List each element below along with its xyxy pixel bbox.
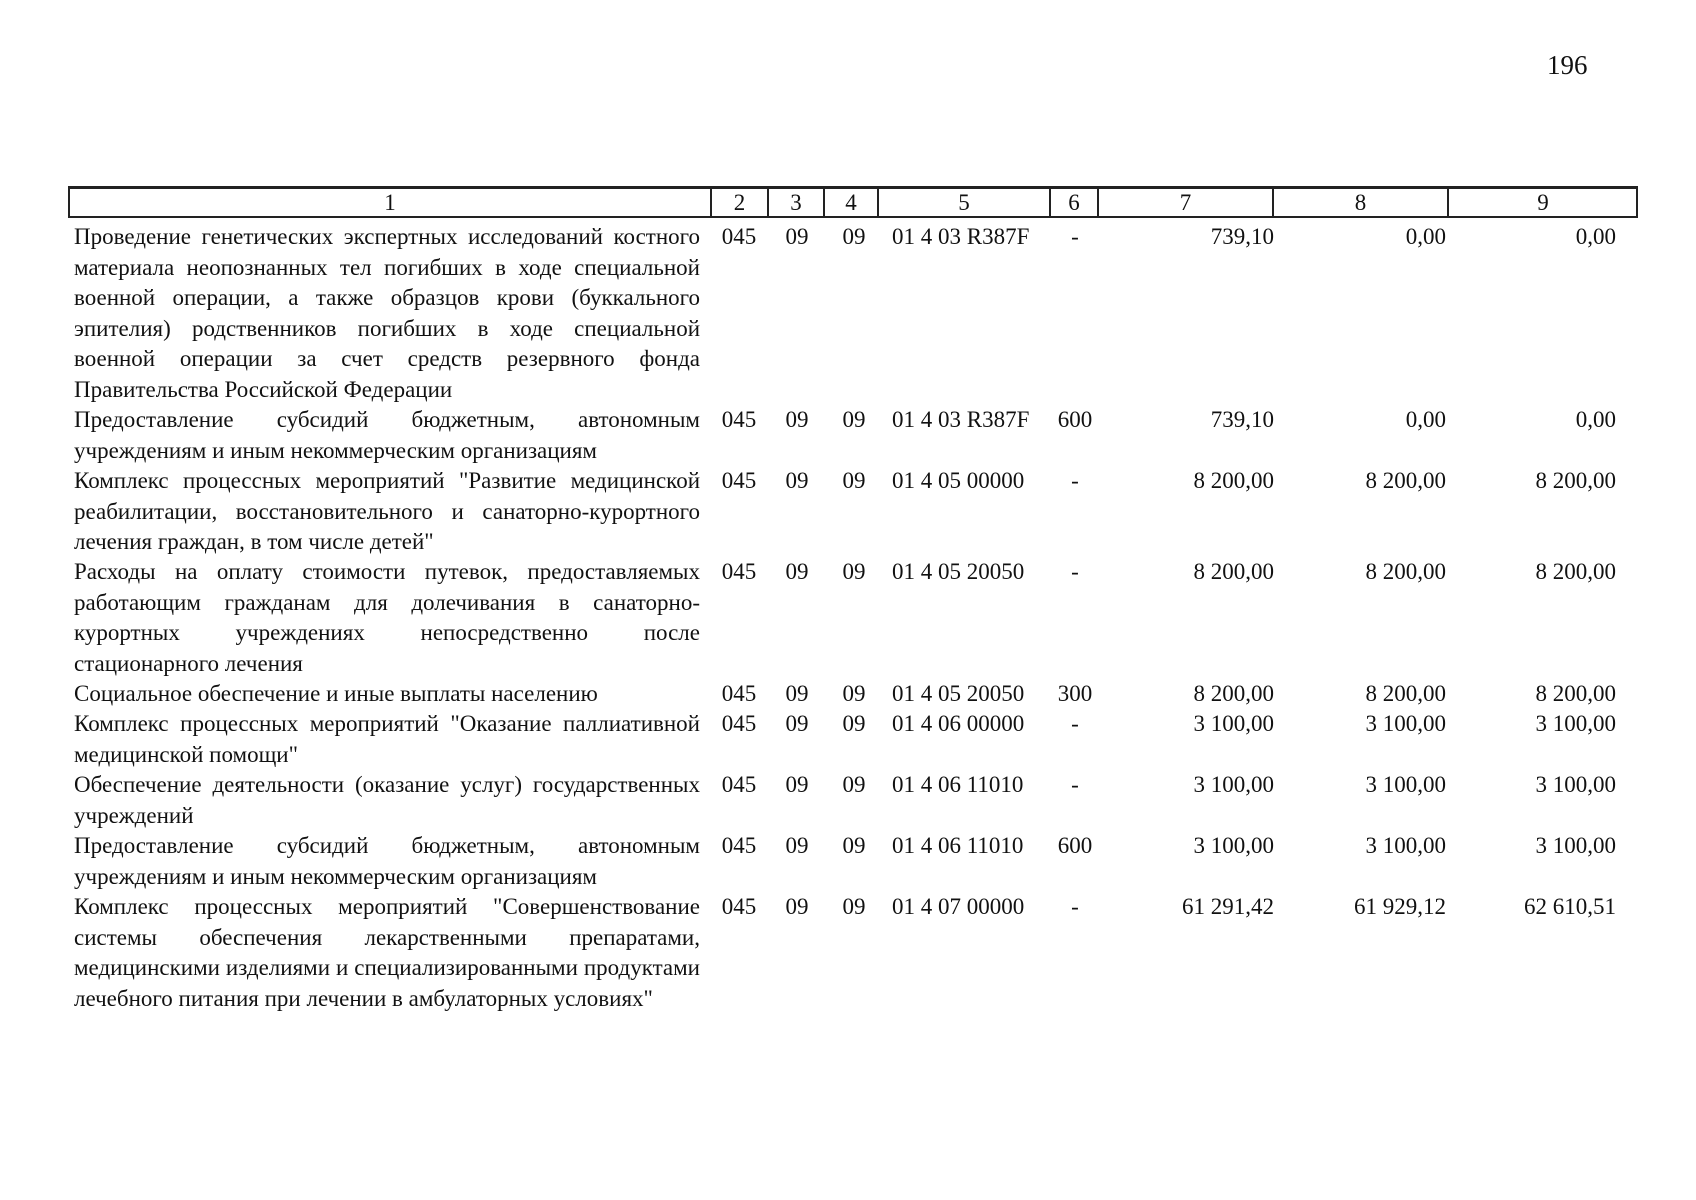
row-col-2: 045 — [721, 833, 757, 858]
row-col-3: 09 — [785, 894, 809, 919]
row-col-6: - — [1071, 711, 1079, 736]
row-col-9: 3 100,00 — [1535, 772, 1616, 797]
row-col-2: 045 — [721, 681, 757, 706]
row-description: Комплекс процессных мероприятий "Совершенствование системы обеспечения лекарственными препаратами, медицинскими изделиями и специализированными продуктами лечебного питания при лечении в амбулаторных условиях" — [74, 894, 700, 1011]
row-col-6: 300 — [1057, 681, 1093, 706]
row-col-2: 045 — [721, 224, 757, 249]
row-description: Расходы на оплату стоимости путевок, предоставляемых работающим гражданам для долечивания в санаторно-курортных учреждениях непосредственно после стационарного лечения — [74, 559, 700, 676]
page-number: 196 — [1547, 50, 1588, 80]
header-col-2: 2 — [710, 189, 767, 216]
row-col-8: 61 929,12 — [1354, 894, 1446, 919]
row-col-9: 0,00 — [1575, 407, 1616, 432]
row-col-5: 01 4 06 11010 — [892, 833, 1024, 858]
row-col-6: - — [1071, 894, 1079, 919]
row-col-4: 09 — [842, 559, 866, 584]
row-col-7: 3 100,00 — [1193, 711, 1274, 736]
row-col-4: 09 — [842, 224, 866, 249]
row-col-3: 09 — [785, 772, 809, 797]
header-col-4: 4 — [823, 189, 877, 216]
row-col-2: 045 — [721, 559, 757, 584]
row-col-4: 09 — [842, 833, 866, 858]
row-col-3: 09 — [785, 559, 809, 584]
row-col-7: 8 200,00 — [1193, 468, 1274, 493]
row-col-4: 09 — [842, 468, 866, 493]
row-col-3: 09 — [785, 468, 809, 493]
row-col-3: 09 — [785, 833, 809, 858]
row-col-4: 09 — [842, 407, 866, 432]
row-col-7: 3 100,00 — [1193, 833, 1274, 858]
row-col-3: 09 — [785, 711, 809, 736]
row-col-9: 62 610,51 — [1524, 894, 1616, 919]
row-col-5: 01 4 03 R387F — [892, 407, 1030, 432]
row-col-4: 09 — [842, 711, 866, 736]
header-col-5: 5 — [877, 189, 1049, 216]
row-col-5: 01 4 05 00000 — [892, 468, 1025, 493]
row-col-5: 01 4 06 11010 — [892, 772, 1024, 797]
row-col-8: 0,00 — [1405, 407, 1446, 432]
row-description: Предоставление субсидий бюджетным, автономным учреждениям и иным некоммерческим организациям — [74, 407, 700, 463]
row-col-6: - — [1071, 559, 1079, 584]
row-col-9: 8 200,00 — [1535, 681, 1616, 706]
row-col-5: 01 4 03 R387F — [892, 224, 1030, 249]
row-col-8: 8 200,00 — [1365, 468, 1446, 493]
row-col-5: 01 4 07 00000 — [892, 894, 1025, 919]
row-description: Проведение генетических экспертных исследований костного материала неопознанных тел погибших в ходе специальной военной операции, а также образцов крови (буккального эпителия) родственников погибших в ходе специальной военной операции за счет средств резервного фонда Правительства Российской Федерации — [74, 224, 700, 402]
row-col-9: 8 200,00 — [1535, 468, 1616, 493]
header-col-6: 6 — [1049, 189, 1097, 216]
row-description: Социальное обеспечение и иные выплаты населению — [74, 681, 598, 706]
row-col-4: 09 — [842, 681, 866, 706]
row-description: Комплекс процессных мероприятий "Оказание паллиативной медицинской помощи" — [74, 711, 700, 767]
row-col-5: 01 4 05 20050 — [892, 559, 1025, 584]
header-col-9: 9 — [1447, 189, 1637, 216]
row-col-8: 3 100,00 — [1365, 833, 1446, 858]
row-col-8: 8 200,00 — [1365, 681, 1446, 706]
row-col-7: 61 291,42 — [1182, 894, 1274, 919]
row-col-2: 045 — [721, 468, 757, 493]
row-col-2: 045 — [721, 894, 757, 919]
row-col-8: 3 100,00 — [1365, 772, 1446, 797]
row-col-6: - — [1071, 224, 1079, 249]
row-col-7: 739,10 — [1210, 407, 1274, 432]
row-col-4: 09 — [842, 894, 866, 919]
table-header — [68, 186, 1638, 218]
row-col-5: 01 4 06 00000 — [892, 711, 1025, 736]
row-col-7: 3 100,00 — [1193, 772, 1274, 797]
row-col-9: 0,00 — [1575, 224, 1616, 249]
row-col-7: 8 200,00 — [1193, 681, 1274, 706]
row-col-8: 8 200,00 — [1365, 559, 1446, 584]
row-col-3: 09 — [785, 224, 809, 249]
row-col-3: 09 — [785, 407, 809, 432]
row-description: Предоставление субсидий бюджетным, автономным учреждениям и иным некоммерческим организациям — [74, 833, 700, 889]
header-col-8: 8 — [1272, 189, 1447, 216]
row-col-9: 8 200,00 — [1535, 559, 1616, 584]
row-description: Комплекс процессных мероприятий "Развитие медицинской реабилитации, восстановительного и санаторно-курортного лечения граждан, в том числе детей" — [74, 468, 700, 554]
header-col-7: 7 — [1097, 189, 1272, 216]
row-col-2: 045 — [721, 711, 757, 736]
header-col-3: 3 — [767, 189, 823, 216]
row-col-3: 09 — [785, 681, 809, 706]
row-col-4: 09 — [842, 772, 866, 797]
row-col-5: 01 4 05 20050 — [892, 681, 1025, 706]
row-col-2: 045 — [721, 407, 757, 432]
row-col-6: - — [1071, 772, 1079, 797]
row-col-6: - — [1071, 468, 1079, 493]
row-col-6: 600 — [1057, 833, 1093, 858]
row-description: Обеспечение деятельности (оказание услуг) государственных учреждений — [74, 772, 700, 828]
row-col-7: 739,10 — [1210, 224, 1274, 249]
row-col-9: 3 100,00 — [1535, 833, 1616, 858]
row-col-8: 0,00 — [1405, 224, 1446, 249]
row-col-8: 3 100,00 — [1365, 711, 1446, 736]
row-col-7: 8 200,00 — [1193, 559, 1274, 584]
header-col-1: 1 — [384, 190, 396, 215]
row-col-9: 3 100,00 — [1535, 711, 1616, 736]
row-col-2: 045 — [721, 772, 757, 797]
row-col-6: 600 — [1057, 407, 1093, 432]
